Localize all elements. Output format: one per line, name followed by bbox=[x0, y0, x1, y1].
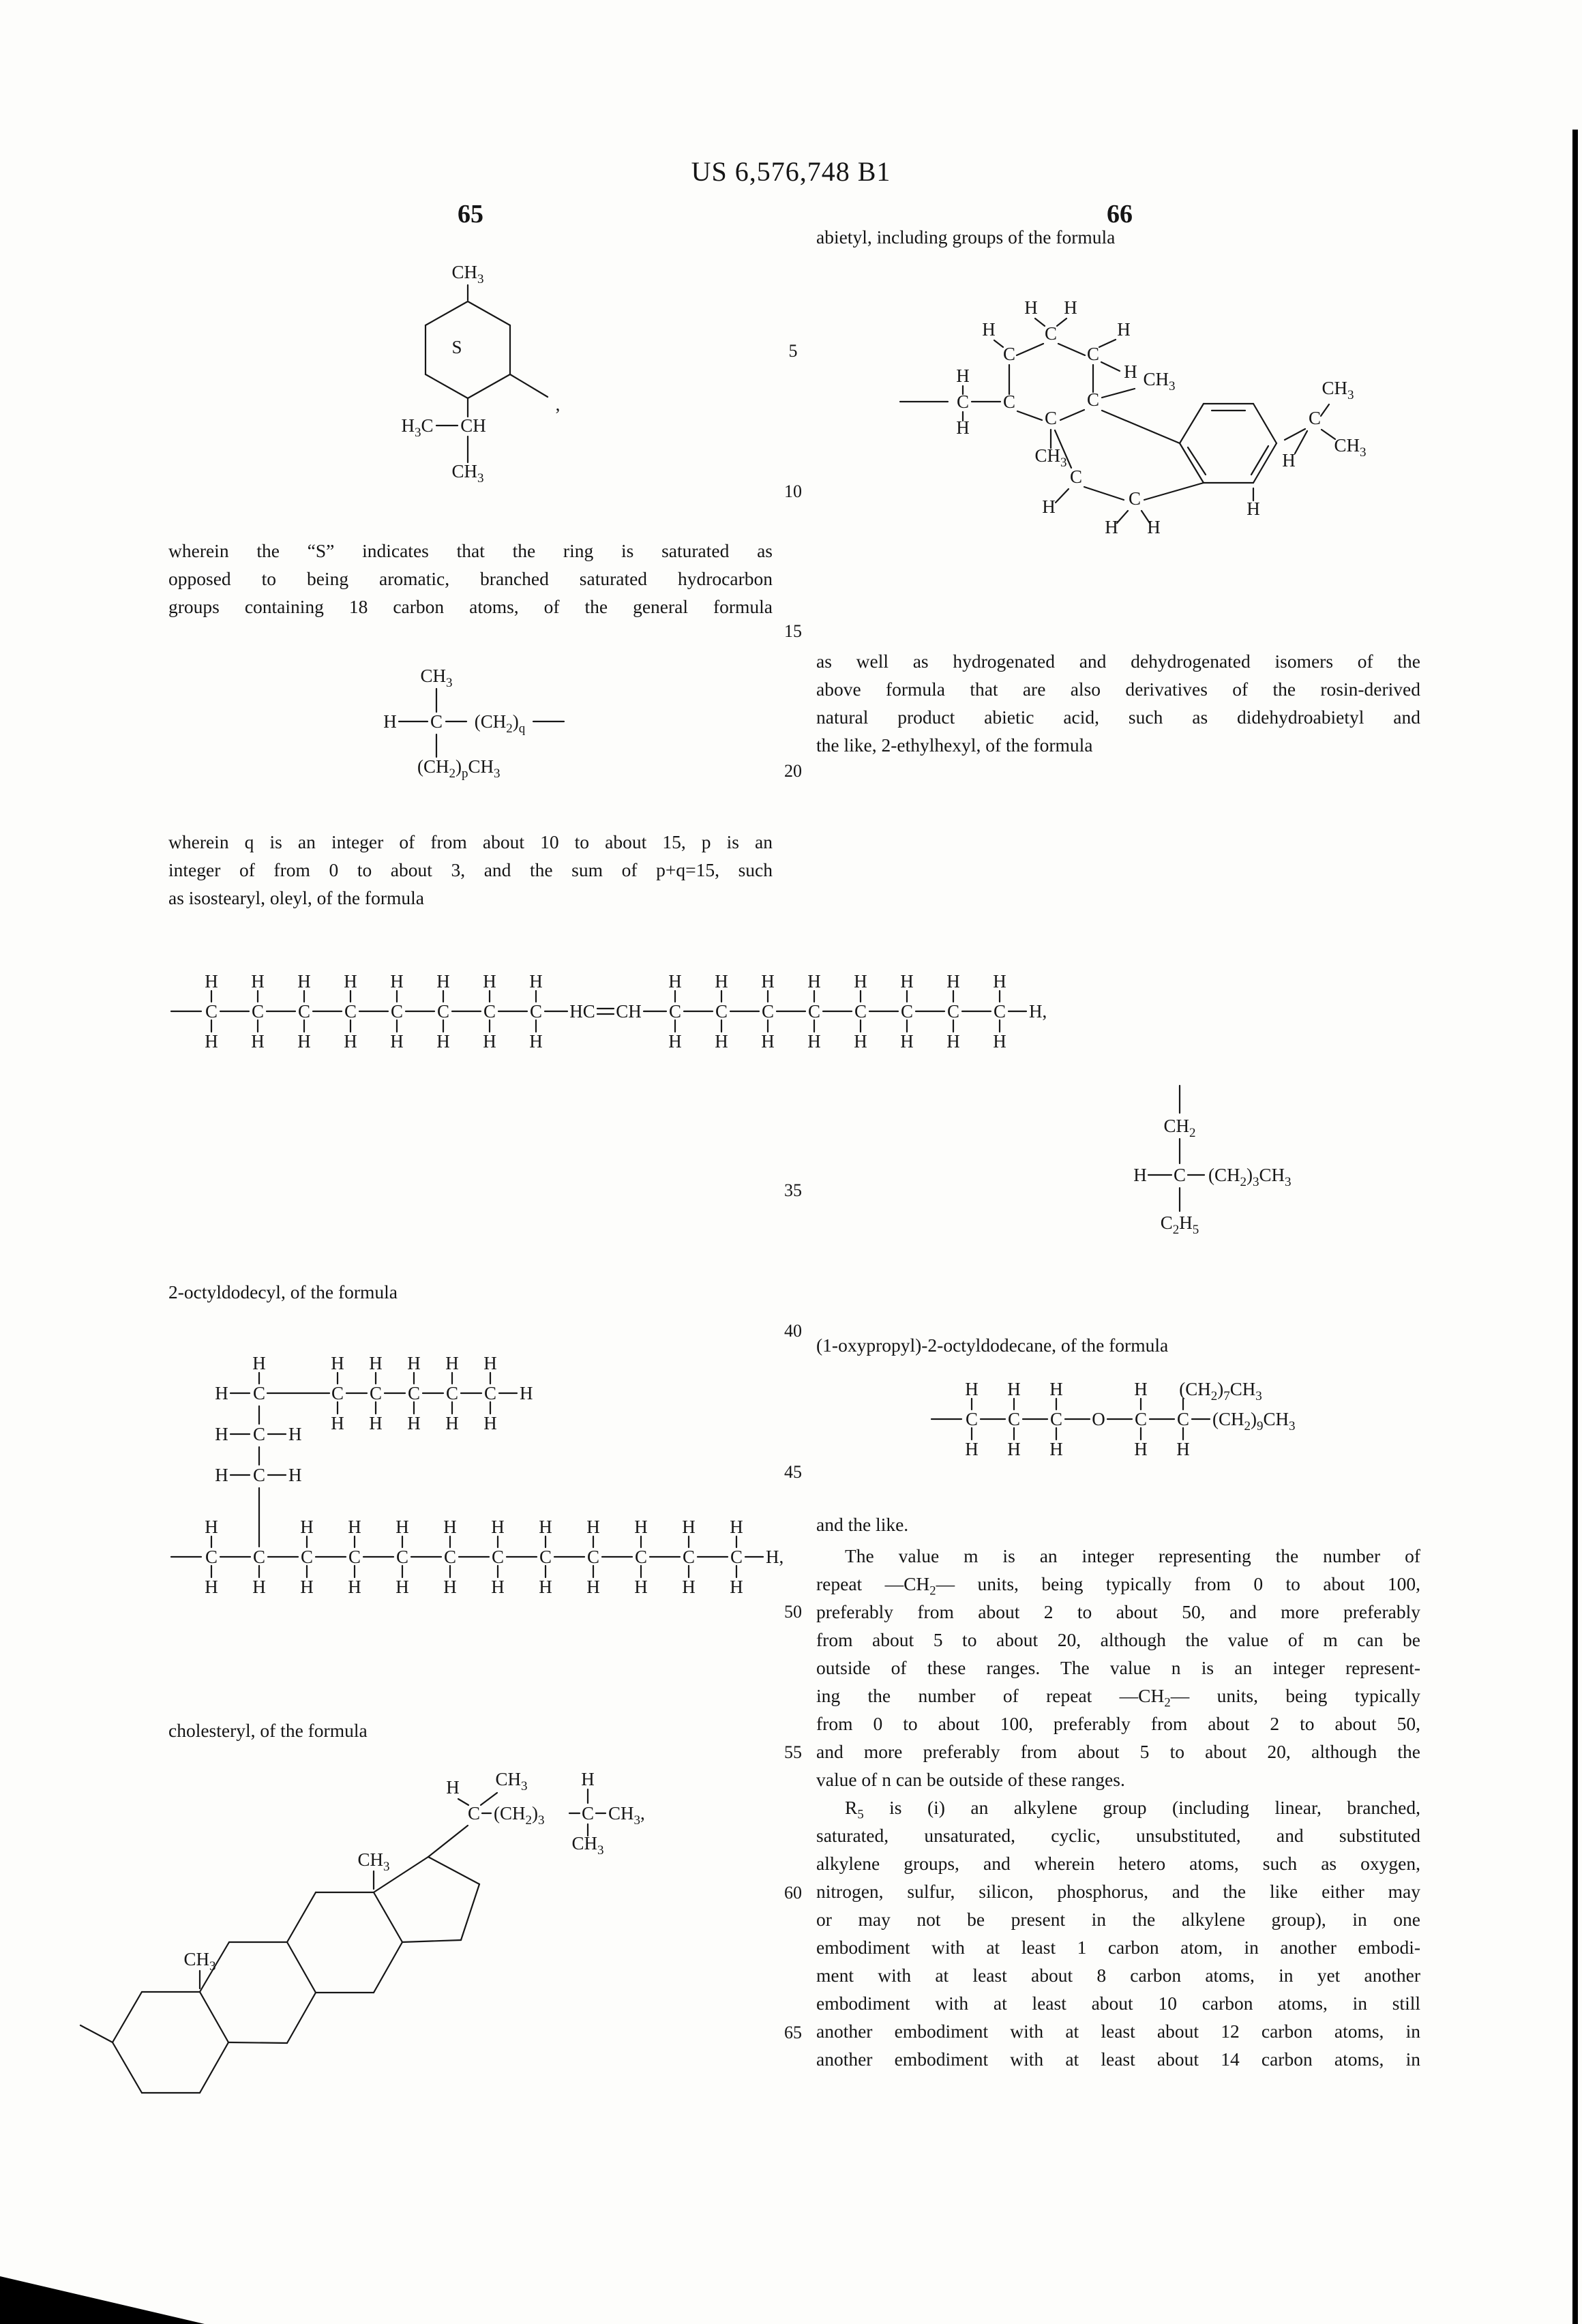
atom-label: H bbox=[445, 1413, 459, 1433]
bond-line bbox=[1180, 443, 1204, 483]
bond-line bbox=[426, 374, 468, 398]
atom-label: C bbox=[297, 1001, 311, 1022]
line-number: 40 bbox=[784, 1321, 802, 1341]
atom-label: H bbox=[395, 1577, 409, 1597]
column-number-left: 65 bbox=[458, 200, 483, 228]
atom-label: H bbox=[900, 1031, 914, 1052]
atom-label: $(CH_2)_7CH_3$ bbox=[1179, 1379, 1262, 1403]
atom-label: C bbox=[900, 1001, 914, 1022]
bond-line bbox=[374, 1942, 402, 1993]
atom-label: H bbox=[1124, 361, 1137, 382]
line-number: 60 bbox=[784, 1883, 802, 1903]
atom-label: H bbox=[407, 1353, 421, 1373]
atom-label: H bbox=[1117, 319, 1131, 340]
atom-label: H bbox=[956, 417, 970, 438]
line-number-rail bbox=[773, 0, 814, 2324]
bond-line bbox=[1180, 404, 1204, 443]
atom-label: $CH_3$, bbox=[608, 1803, 645, 1828]
text-line: preferably from about 2 to about 50, and more preferably bbox=[816, 1601, 1420, 1622]
atom-label: H bbox=[407, 1413, 421, 1433]
text-line: another embodiment with at least about 14 carbon atoms, in bbox=[816, 2049, 1420, 2070]
bond-line bbox=[1017, 411, 1042, 420]
atom-label: C bbox=[1128, 488, 1141, 509]
caption-octyldodecyl: 2-octyldodecyl, of the formula bbox=[168, 1281, 398, 1302]
structure-octyldodecyl bbox=[164, 1340, 805, 1633]
atom-label: $(CH_2)_pCH_3$ bbox=[417, 756, 501, 781]
bond-line bbox=[1117, 511, 1128, 523]
atom-label: $(CH_2)_3CH_3$ bbox=[1208, 1165, 1292, 1189]
atom-label: H bbox=[1007, 1439, 1021, 1459]
atom-label: C bbox=[300, 1547, 314, 1567]
structure-abietyl bbox=[880, 293, 1405, 566]
atom-label: H bbox=[1134, 1439, 1148, 1459]
atom-label: H bbox=[1064, 297, 1077, 318]
atom-label: C bbox=[682, 1547, 696, 1567]
atom-label: H bbox=[436, 971, 450, 992]
paragraph-wherein-q bbox=[168, 828, 773, 912]
caption-oxypropyl: (1-oxypropyl)-2-octyldodecane, of the formula bbox=[816, 1335, 1169, 1356]
atom-label: H bbox=[854, 971, 867, 992]
atom-label: H bbox=[215, 1465, 228, 1485]
bond-line bbox=[287, 1942, 316, 1993]
atom-label: H bbox=[581, 1769, 595, 1789]
atom-label: C bbox=[807, 1001, 821, 1022]
atom-label: C bbox=[1134, 1409, 1148, 1429]
atom-label: H bbox=[331, 1413, 344, 1433]
atom-label: C bbox=[993, 1001, 1006, 1022]
atom-label: H bbox=[993, 1031, 1006, 1052]
text-line: or may not be present in the alkylene group), in one bbox=[816, 1909, 1420, 1930]
bond-line bbox=[1017, 344, 1043, 355]
bond-line bbox=[426, 301, 468, 325]
bond-line bbox=[1056, 489, 1069, 503]
bond-line bbox=[510, 374, 548, 397]
atom-label: C bbox=[252, 1465, 266, 1485]
atom-label: H bbox=[715, 1031, 728, 1052]
atom-label: H bbox=[491, 1577, 505, 1597]
structure-general-formula bbox=[365, 651, 597, 788]
bond-line bbox=[1102, 389, 1135, 398]
atom-label: C bbox=[581, 1803, 595, 1823]
atom-label: C bbox=[483, 1001, 496, 1022]
atom-label: H bbox=[483, 971, 496, 992]
bond-line bbox=[1060, 410, 1084, 420]
line-number: 50 bbox=[784, 1602, 802, 1622]
atom-label: H bbox=[946, 971, 960, 992]
atom-label: C bbox=[491, 1547, 505, 1567]
atom-label: C bbox=[634, 1547, 648, 1567]
column-number-right: 66 bbox=[1107, 200, 1133, 228]
atom-label: C bbox=[1176, 1409, 1190, 1429]
atom-label: H bbox=[1049, 1439, 1063, 1459]
atom-label: H bbox=[761, 971, 775, 992]
atom-label: CH bbox=[616, 1001, 642, 1022]
atom-label: C bbox=[539, 1547, 552, 1567]
text-line: nitrogen, sulfur, silicon, phosphorus, and the like either may bbox=[816, 1881, 1420, 1902]
atom-label: H bbox=[390, 1031, 404, 1052]
atom-label: $C_2H_5$ bbox=[1160, 1212, 1199, 1237]
atom-label: $H_3C$ bbox=[401, 415, 434, 440]
caption-abietyl: abietyl, including groups of the formula bbox=[816, 226, 1116, 248]
atom-label: C bbox=[946, 1001, 960, 1022]
text-line: ment with at least about 8 carbon atoms, in yet another bbox=[816, 1965, 1420, 1986]
atom-label: H bbox=[445, 1353, 459, 1373]
line-number: 5 bbox=[788, 341, 798, 361]
atom-label: H bbox=[297, 1031, 311, 1052]
atom-label: H bbox=[1282, 450, 1296, 471]
atom-label: H bbox=[369, 1413, 383, 1433]
atom-label: H bbox=[586, 1577, 600, 1597]
text-line: groups containing 18 carbon atoms, of the general formula bbox=[168, 596, 773, 617]
atom-label: C bbox=[1308, 408, 1322, 428]
atom-label: C bbox=[715, 1001, 728, 1022]
atom-label: H bbox=[900, 971, 914, 992]
line-number: 10 bbox=[784, 481, 802, 501]
atom-label: C bbox=[1069, 466, 1083, 487]
atom-label: C bbox=[1007, 1409, 1021, 1429]
atom-label: $CH_3$ bbox=[451, 262, 484, 286]
atom-label: , bbox=[555, 394, 561, 415]
atom-label: H bbox=[483, 1353, 497, 1373]
text-line: repeat $—CH_2—$ units, being typically from 0 to about 100, bbox=[816, 1573, 1420, 1598]
atom-label: H bbox=[300, 1517, 314, 1537]
atom-label: C bbox=[436, 1001, 450, 1022]
atom-label: H bbox=[252, 1353, 266, 1373]
atom-label: $(CH_2)_q$ bbox=[474, 711, 526, 736]
atom-label: H bbox=[539, 1577, 552, 1597]
atom-label: C bbox=[1002, 391, 1016, 412]
atom-label: C bbox=[483, 1383, 497, 1403]
atom-label: $(CH_2)_9CH_3$ bbox=[1212, 1409, 1296, 1433]
structure-oleyl-chain bbox=[167, 968, 1067, 1077]
atom-label: H bbox=[854, 1031, 867, 1052]
structure-cholesteryl bbox=[68, 1759, 696, 2121]
bond-line bbox=[1321, 404, 1329, 416]
atom-label: H bbox=[730, 1517, 743, 1537]
atom-label: C bbox=[1173, 1165, 1186, 1185]
atom-label: C bbox=[252, 1547, 266, 1567]
atom-label: C bbox=[467, 1803, 481, 1823]
line-number: 20 bbox=[784, 761, 802, 781]
atom-label: C bbox=[854, 1001, 867, 1022]
atom-label: H bbox=[539, 1517, 552, 1537]
atom-label: H bbox=[483, 1031, 496, 1052]
text-line: saturated, unsaturated, cyclic, unsubstituted, and substituted bbox=[816, 1825, 1420, 1846]
atom-label: C bbox=[205, 1547, 218, 1567]
atom-label: H bbox=[205, 1031, 218, 1052]
bond-line bbox=[228, 2042, 287, 2043]
atom-label: H bbox=[331, 1353, 344, 1373]
text-line: ing the number of repeat $—CH_2—$ units, being typically bbox=[816, 1685, 1421, 1710]
atom-label: H bbox=[982, 319, 996, 340]
atom-label: H bbox=[956, 366, 970, 386]
text-line: embodiment with at least about 10 carbon atoms, in still bbox=[816, 1993, 1420, 2014]
bond-line bbox=[1101, 362, 1120, 371]
atom-label: H bbox=[1024, 297, 1038, 318]
atom-label: H bbox=[443, 1577, 457, 1597]
atom-label: C bbox=[205, 1001, 218, 1022]
atom-label: H bbox=[348, 1577, 361, 1597]
atom-label: H bbox=[1134, 1379, 1148, 1399]
atom-label: C bbox=[251, 1001, 265, 1022]
atom-label: O bbox=[1092, 1409, 1105, 1429]
bond-line bbox=[1084, 487, 1124, 500]
text-line: as well as hydrogenated and dehydrogenated isomers of the bbox=[816, 651, 1420, 672]
atom-label: H bbox=[715, 971, 728, 992]
atom-label: $CH_3$ bbox=[1334, 435, 1367, 460]
text-line: outside of these ranges. The value n is an integer represent- bbox=[816, 1657, 1420, 1678]
atom-label: H bbox=[993, 971, 1006, 992]
atom-label: C bbox=[395, 1547, 409, 1567]
text-line: alkylene groups, and wherein hetero atoms, such as oxygen, bbox=[816, 1853, 1420, 1874]
atom-label: H bbox=[520, 1383, 533, 1403]
atom-label: C bbox=[331, 1383, 344, 1403]
atom-label: C bbox=[369, 1383, 383, 1403]
atom-label: H bbox=[383, 711, 397, 732]
atom-label: C bbox=[730, 1547, 743, 1567]
atom-label: H bbox=[1105, 517, 1118, 537]
line-number: 15 bbox=[784, 621, 802, 641]
atom-label: H bbox=[965, 1379, 979, 1399]
text-line: natural product abietic acid, such as didehydroabietyl and bbox=[816, 706, 1420, 728]
atom-label: H bbox=[446, 1777, 460, 1798]
text-line: as isostearyl, oleyl, of the formula bbox=[168, 887, 424, 908]
atom-label: H bbox=[1147, 517, 1161, 537]
text-line: another embodiment with at least about 12 carbon atoms, in bbox=[816, 2021, 1420, 2042]
atom-label: C bbox=[965, 1409, 979, 1429]
atom-label: H bbox=[634, 1517, 648, 1537]
atom-label: H bbox=[205, 1517, 218, 1537]
atom-label: H bbox=[1133, 1165, 1147, 1185]
bond-line bbox=[113, 2042, 142, 2093]
paragraph-rosin-derived bbox=[816, 647, 1420, 759]
atom-label: $CH_3$ bbox=[571, 1833, 604, 1858]
bond-line bbox=[1322, 430, 1335, 439]
atom-label: H bbox=[344, 971, 357, 992]
bond-line bbox=[428, 1857, 479, 1884]
text-line: value of n can be outside of these ranges. bbox=[816, 1769, 1125, 1790]
atom-label: $CH_3$ bbox=[357, 1849, 390, 1874]
paragraph-value-m-n bbox=[816, 1542, 1420, 1793]
atom-label: C bbox=[443, 1547, 457, 1567]
text-line: embodiment with at least 1 carbon atom, in another embodi- bbox=[816, 1937, 1420, 1958]
text-line: the like, 2-ethylhexyl, of the formula bbox=[816, 734, 1093, 756]
structure-2-ethylhexyl bbox=[1091, 1077, 1384, 1248]
atom-label: C bbox=[1002, 344, 1016, 364]
atom-label: $CH_3$ bbox=[1143, 369, 1176, 393]
atom-label: C bbox=[344, 1001, 357, 1022]
bond-line bbox=[428, 1826, 468, 1857]
bond-line bbox=[468, 301, 510, 325]
atom-label: H bbox=[761, 1031, 775, 1052]
text-line: and more preferably from about 5 to about 20, although the bbox=[816, 1741, 1420, 1762]
atom-label: C bbox=[668, 1001, 682, 1022]
atom-label: C bbox=[956, 391, 970, 412]
atom-label: H bbox=[443, 1517, 457, 1537]
bond-line bbox=[1102, 411, 1180, 443]
bond-line bbox=[1035, 318, 1045, 326]
text-line: wherein q is an integer of from about 10 to about 15, p is an bbox=[168, 831, 773, 852]
structure-oxypropyl-octyldodecane bbox=[907, 1367, 1371, 1487]
bond-line bbox=[1144, 483, 1204, 500]
bond-line bbox=[113, 1992, 142, 2042]
atom-label: C bbox=[1086, 344, 1100, 364]
text-line: The value m is an integer representing the number of bbox=[845, 1545, 1420, 1566]
paragraph-wherein-s bbox=[168, 537, 773, 621]
scan-artifact-right-edge bbox=[1572, 130, 1578, 2324]
atom-label: $CH_3$ bbox=[1034, 445, 1067, 470]
atom-label: C bbox=[1044, 323, 1058, 344]
scan-artifact-bottom-left-corner bbox=[0, 2276, 205, 2324]
atom-label: C bbox=[348, 1547, 361, 1567]
atom-label: H bbox=[682, 1577, 696, 1597]
atom-label: H bbox=[491, 1517, 505, 1537]
atom-label: H bbox=[807, 1031, 821, 1052]
structure-saturated-s-ring bbox=[378, 256, 590, 494]
text-and-the-like: and the like. bbox=[816, 1514, 909, 1535]
atom-label: H bbox=[300, 1577, 314, 1597]
caption-cholesteryl: cholesteryl, of the formula bbox=[168, 1720, 368, 1741]
atom-label: C bbox=[407, 1383, 421, 1403]
atom-label: H bbox=[1176, 1439, 1190, 1459]
atom-label: H bbox=[252, 1577, 266, 1597]
atom-label: H bbox=[1247, 498, 1260, 519]
atom-label: C bbox=[761, 1001, 775, 1022]
paragraph-r5-alkylene bbox=[816, 1793, 1420, 2073]
text-line: wherein the “S” indicates that the ring is saturated as bbox=[168, 540, 773, 561]
atom-label: H bbox=[436, 1031, 450, 1052]
atom-label: H bbox=[634, 1577, 648, 1597]
bond-line bbox=[1295, 431, 1307, 453]
atom-label: H bbox=[215, 1424, 228, 1444]
atom-label: $CH_3$ bbox=[420, 666, 453, 690]
bond-line bbox=[1285, 429, 1305, 440]
bond-line bbox=[1058, 344, 1085, 355]
atom-label: $CH_3$ bbox=[1322, 378, 1354, 402]
text-line: opposed to being aromatic, branched saturated hydrocarbon bbox=[168, 568, 773, 589]
line-number: 65 bbox=[784, 2023, 802, 2042]
atom-label: H bbox=[1007, 1379, 1021, 1399]
bond-line bbox=[287, 1892, 316, 1942]
atom-label: H bbox=[946, 1031, 960, 1052]
atom-label: H bbox=[348, 1517, 361, 1537]
atom-label: H bbox=[668, 971, 682, 992]
bond-line bbox=[1057, 318, 1066, 326]
atom-label: H bbox=[215, 1383, 228, 1403]
atom-label: H bbox=[369, 1353, 383, 1373]
atom-label: C bbox=[529, 1001, 543, 1022]
atom-label: C bbox=[252, 1383, 266, 1403]
atom-label: $CH_2$ bbox=[1163, 1116, 1196, 1140]
atom-label: H bbox=[965, 1439, 979, 1459]
atom-label: H, bbox=[766, 1547, 784, 1567]
atom-label: C bbox=[1049, 1409, 1063, 1429]
atom-label: H bbox=[586, 1517, 600, 1537]
atom-label: $(CH_2)_3$ bbox=[494, 1803, 545, 1828]
atom-label: C bbox=[1044, 408, 1058, 428]
bond-line bbox=[468, 374, 510, 398]
atom-label: CH bbox=[460, 415, 486, 436]
bond-line bbox=[1253, 404, 1277, 443]
atom-label: HC bbox=[569, 1001, 595, 1022]
atom-label: $CH_3$ bbox=[451, 461, 484, 486]
line-number: 55 bbox=[784, 1742, 802, 1762]
atom-label: C bbox=[445, 1383, 459, 1403]
atom-label: C bbox=[390, 1001, 404, 1022]
atom-label: H bbox=[205, 1577, 218, 1597]
patent-number-header: US 6,576,748 B1 bbox=[691, 156, 891, 187]
atom-label: H bbox=[344, 1031, 357, 1052]
text-line: from 0 to about 100, preferably from about 2 to about 50, bbox=[816, 1713, 1420, 1734]
atom-label: H bbox=[251, 971, 265, 992]
atom-label: H, bbox=[1029, 1001, 1047, 1022]
atom-label: C bbox=[252, 1424, 266, 1444]
atom-label: H bbox=[390, 971, 404, 992]
text-line: $R_5$ is (i) an alkylene group (including linear, branched, bbox=[845, 1797, 1420, 1822]
atom-label: H bbox=[205, 971, 218, 992]
atom-label: H bbox=[730, 1577, 743, 1597]
atom-label: C bbox=[430, 711, 443, 732]
atom-label: H bbox=[483, 1413, 497, 1433]
atom-label: H bbox=[288, 1465, 302, 1485]
atom-label: H bbox=[297, 971, 311, 992]
atom-label: H bbox=[682, 1517, 696, 1537]
atom-label: H bbox=[395, 1517, 409, 1537]
atom-label: H bbox=[529, 1031, 543, 1052]
text-line: above formula that are also derivatives of the rosin-derived bbox=[816, 679, 1420, 700]
atom-label: H bbox=[807, 971, 821, 992]
atom-label: H bbox=[668, 1031, 682, 1052]
line-number: 45 bbox=[784, 1462, 802, 1482]
bond-line bbox=[402, 1940, 461, 1942]
bond-line bbox=[200, 2042, 228, 2093]
atom-label: C bbox=[1086, 389, 1100, 410]
atom-label: H bbox=[1049, 1379, 1063, 1399]
bond-line bbox=[374, 1892, 402, 1942]
atom-label: H bbox=[529, 971, 543, 992]
atom-label: $CH_3$ bbox=[183, 1949, 216, 1973]
bond-line bbox=[80, 2025, 113, 2042]
atom-label: S bbox=[451, 337, 462, 357]
bond-line bbox=[287, 1993, 316, 2043]
atom-label: H bbox=[251, 1031, 265, 1052]
text-line: from about 5 to about 20, although the value of m can be bbox=[816, 1629, 1420, 1650]
atom-label: $CH_3$ bbox=[495, 1769, 528, 1793]
line-number: 35 bbox=[784, 1180, 802, 1200]
text-line: integer of from 0 to about 3, and the sum of p+q=15, such bbox=[168, 859, 773, 880]
atom-label: H bbox=[288, 1424, 302, 1444]
bond-line bbox=[200, 1992, 228, 2042]
bond-line bbox=[461, 1884, 479, 1940]
atom-label: C bbox=[586, 1547, 600, 1567]
bond-line bbox=[1099, 340, 1116, 347]
atom-label: H bbox=[1042, 496, 1056, 517]
bond-line bbox=[1253, 443, 1277, 483]
bond-line bbox=[994, 340, 1003, 347]
bond-line bbox=[458, 1799, 468, 1805]
